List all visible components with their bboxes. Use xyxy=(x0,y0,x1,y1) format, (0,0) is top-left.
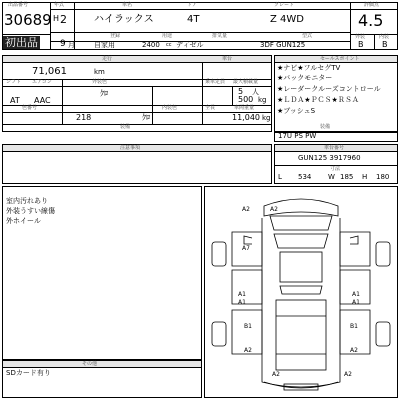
mileage-unit: km xyxy=(94,68,105,76)
car-name: ハイラックス xyxy=(94,14,154,25)
equipment-label: 装備 xyxy=(120,124,131,130)
month-unit: 月 xyxy=(68,41,75,49)
vin-value: GUN125 3917960 xyxy=(298,154,361,162)
transmission-value: AT xyxy=(10,96,20,105)
length-label: 全長 xyxy=(205,105,216,111)
width-letter: W xyxy=(328,173,335,181)
lot-number: 30689 xyxy=(4,11,52,29)
options-text: SDカード有り xyxy=(6,369,51,377)
mark-left-front-door: A7 xyxy=(242,245,250,252)
capacity-value: 5 xyxy=(238,87,244,96)
lot-number-label: 出品番号 xyxy=(8,2,29,8)
ac-label: エアコン xyxy=(32,79,52,85)
weight-unit: kg xyxy=(262,114,271,122)
height-letter: H xyxy=(362,173,368,181)
mark-right-bed-b1: B1 xyxy=(350,323,358,330)
mission-label: シフト xyxy=(6,79,22,85)
sales-points-label: セールスポイント xyxy=(320,56,360,62)
mark-right-rear-a: A1 xyxy=(352,291,360,298)
weight-label: 車両重量 xyxy=(234,105,255,111)
grade-label: グレード xyxy=(274,2,295,8)
interior-color-value: ｸﾛ xyxy=(142,113,150,122)
score-value: 4.5 xyxy=(358,11,384,30)
mark-left-bed: A2 xyxy=(244,347,252,354)
chassis-label: 車台 xyxy=(222,56,233,62)
color-number-value: 218 xyxy=(76,113,92,122)
exterior-grade: B xyxy=(358,40,364,49)
color-label: 外装色 xyxy=(92,79,108,85)
capacity-label: 乗車定員 xyxy=(205,79,226,85)
displacement-value: 2400 xyxy=(142,41,160,49)
mark-rear-right: A2 xyxy=(344,371,352,378)
color-number-label: 色番号 xyxy=(22,105,38,111)
car-diagram xyxy=(204,186,398,398)
mark-front-left: A2 xyxy=(242,206,250,213)
interior-label: 内装 xyxy=(379,34,390,40)
doors-value: 4T xyxy=(187,14,200,25)
usage-label: 用途 xyxy=(162,33,173,39)
sales-point-1: ★ナビ★フルセグTV xyxy=(277,64,341,72)
fuel-type: ディ゙ゼル xyxy=(176,41,204,49)
dimension-height: 180 xyxy=(376,173,390,181)
load-unit: kg xyxy=(258,96,267,104)
interior-grade: B xyxy=(382,40,388,49)
plate-label: 登録 xyxy=(110,33,121,39)
mileage-label: 走行 xyxy=(102,56,113,62)
mark-left-rear-a: A1 xyxy=(238,291,246,298)
sales-point-5: ★ブッシュS xyxy=(277,107,316,115)
load-value: 500 xyxy=(238,95,254,104)
sales-point-2: ★バックモニター xyxy=(277,74,333,82)
interior-color-label: 内装色 xyxy=(162,105,178,111)
model-code-label: 型式 xyxy=(302,33,313,39)
auction-sheet xyxy=(2,2,398,398)
inspector-line-2: 外装うすい線傷 xyxy=(6,207,55,215)
mark-left-bed-b1: B1 xyxy=(244,323,252,330)
sales-point-4: ★ＬＤＡ★ＰＣＳ★ＲＳＡ xyxy=(277,96,359,104)
color-value: ｸﾛ xyxy=(100,89,108,98)
model-year: 2 xyxy=(60,13,67,26)
exterior-label: 外装 xyxy=(355,34,366,40)
dimensions-label: 寸法 xyxy=(330,166,341,172)
length-letter: L xyxy=(278,173,282,181)
mark-right-rear-b: A1 xyxy=(352,299,360,306)
equipment-right-label: 装備 xyxy=(320,124,331,130)
model-month: 9 xyxy=(60,39,66,49)
grade-value: Z 4WD xyxy=(270,14,304,25)
capacity-unit: 人 xyxy=(252,88,259,96)
car-name-label: 車名 xyxy=(122,2,133,8)
dimension-length: 534 xyxy=(298,173,312,181)
mark-left-rear-b: A1 xyxy=(238,299,246,306)
dimension-width: 185 xyxy=(340,173,354,181)
options-label: その他 xyxy=(82,361,98,367)
first-listing-badge: 初出品 xyxy=(5,36,38,49)
mark-front-center: A2 xyxy=(270,206,278,213)
inspector-line-1: 室内汚れあり xyxy=(6,197,48,205)
displacement-unit: cc xyxy=(166,42,172,48)
inspector-line-3: 外ホイール xyxy=(6,217,41,225)
vin-label: 車台番号 xyxy=(324,145,345,151)
displacement-label: 排気量 xyxy=(212,33,228,39)
ac-value: AAC xyxy=(34,96,51,105)
sales-point-3: ★レーダークルーズコントロール xyxy=(277,85,381,93)
weight-value: 11,040 xyxy=(232,113,260,122)
mileage-value: 71,061 xyxy=(32,66,67,77)
mark-right-bed: A2 xyxy=(350,347,358,354)
doors-label: ドア xyxy=(187,2,197,8)
equipment-value: 17U PS PW xyxy=(278,132,317,140)
score-label: 評価点 xyxy=(364,2,380,8)
model-code: 3DF GUN125 xyxy=(260,41,306,49)
year-label: 年式 xyxy=(54,2,65,8)
era-prefix: H xyxy=(53,14,60,23)
load-label: 最大積載量 xyxy=(233,79,259,85)
notes-label: 注意事項 xyxy=(120,145,141,151)
mark-rear-left: A2 xyxy=(272,371,280,378)
usage-value: 自家用 xyxy=(94,41,115,49)
